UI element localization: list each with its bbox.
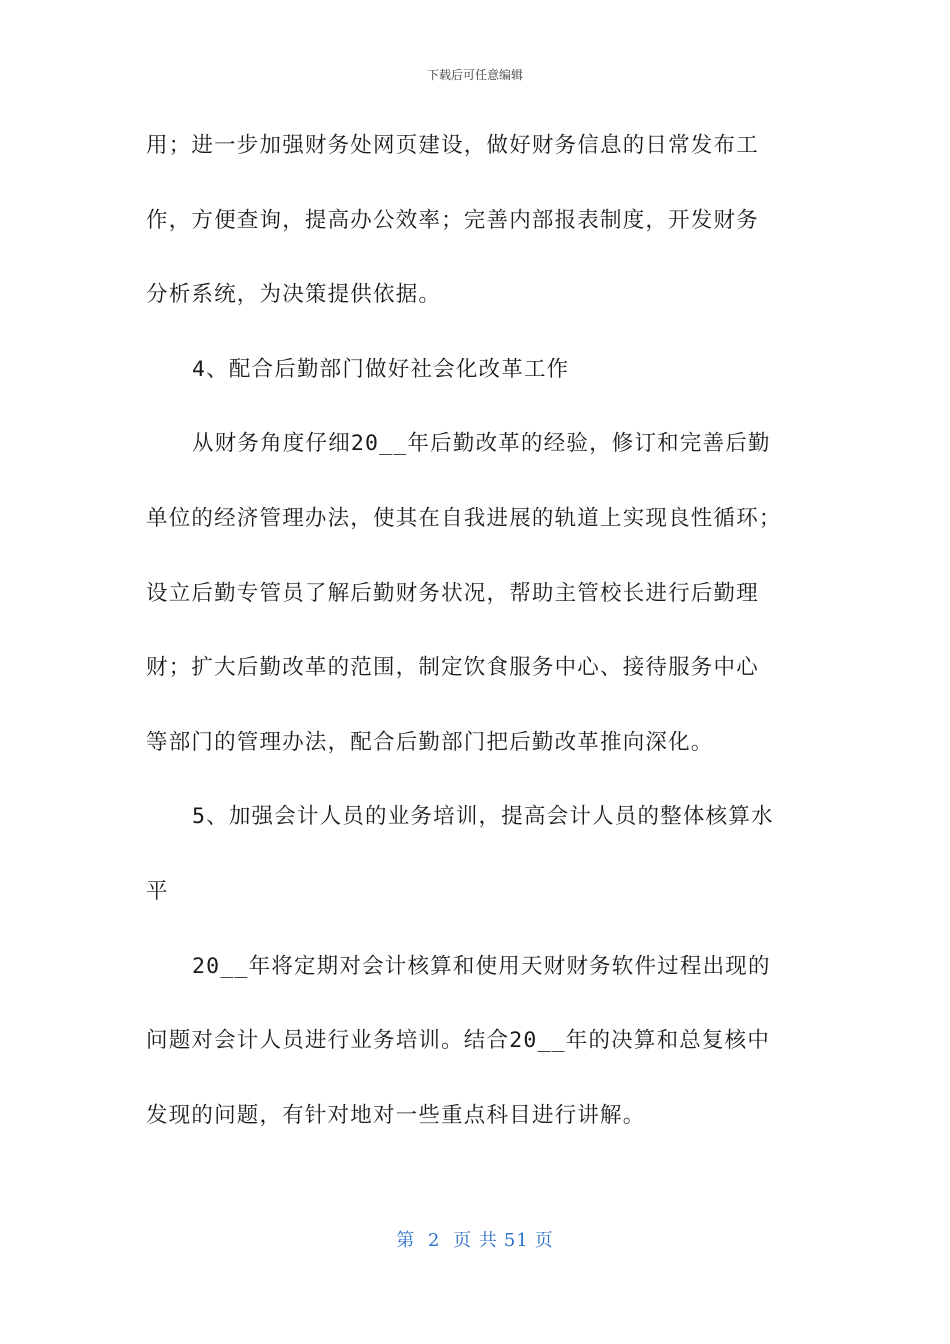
current-page-number: 2 xyxy=(427,1230,441,1251)
page-suffix: 页 xyxy=(534,1230,554,1251)
page-indicator xyxy=(0,1226,950,1252)
text-line: 从财务角度仔细20__年后勤改革的经验，修订和完善后勤 xyxy=(192,431,771,457)
text-line: 问题对会计人员进行业务培训。结合20__年的决算和总复核中 xyxy=(146,1028,771,1054)
section-heading: 4、配合后勤部门做好社会化改革工作 xyxy=(192,356,570,382)
text-line: 等部门的管理办法，配合后勤部门把后勤改革推向深化。 xyxy=(146,729,714,755)
text-line: 用；进一步加强财务处网页建设，做好财务信息的日常发布工 xyxy=(146,133,759,158)
body-text xyxy=(146,121,806,1165)
total-pages-number: 51 xyxy=(503,1230,529,1251)
text-line: 发现的问题，有针对地对一些重点科目进行讲解。 xyxy=(146,1102,646,1128)
text-line: 作，方便查询，提高办公效率；完善内部报表制度，开发财务 xyxy=(146,207,759,233)
text-line: 20__年将定期对会计核算和使用天财财务软件过程出现的 xyxy=(192,953,771,979)
section-heading: 5、加强会计人员的业务培训，提高会计人员的整体核算水 xyxy=(192,804,774,830)
text-line: 财；扩大后勤改革的范围，制定饮食服务中心、接待服务中心 xyxy=(146,655,759,681)
header-note: 下载后可任意编辑 xyxy=(426,68,523,82)
page-middle-text: 页 共 xyxy=(453,1230,498,1251)
text-line: 单位的经济管理办法，使其在自我进展的轨道上实现良性循环； xyxy=(146,505,782,531)
text-line: 设立后勤专管员了解后勤财务状况，帮助主管校长进行后勤理 xyxy=(146,580,759,606)
text-line: 分析系统，为决策提供依据。 xyxy=(146,282,442,308)
text-line: 平 xyxy=(146,878,169,904)
page-prefix: 第 xyxy=(396,1230,416,1251)
